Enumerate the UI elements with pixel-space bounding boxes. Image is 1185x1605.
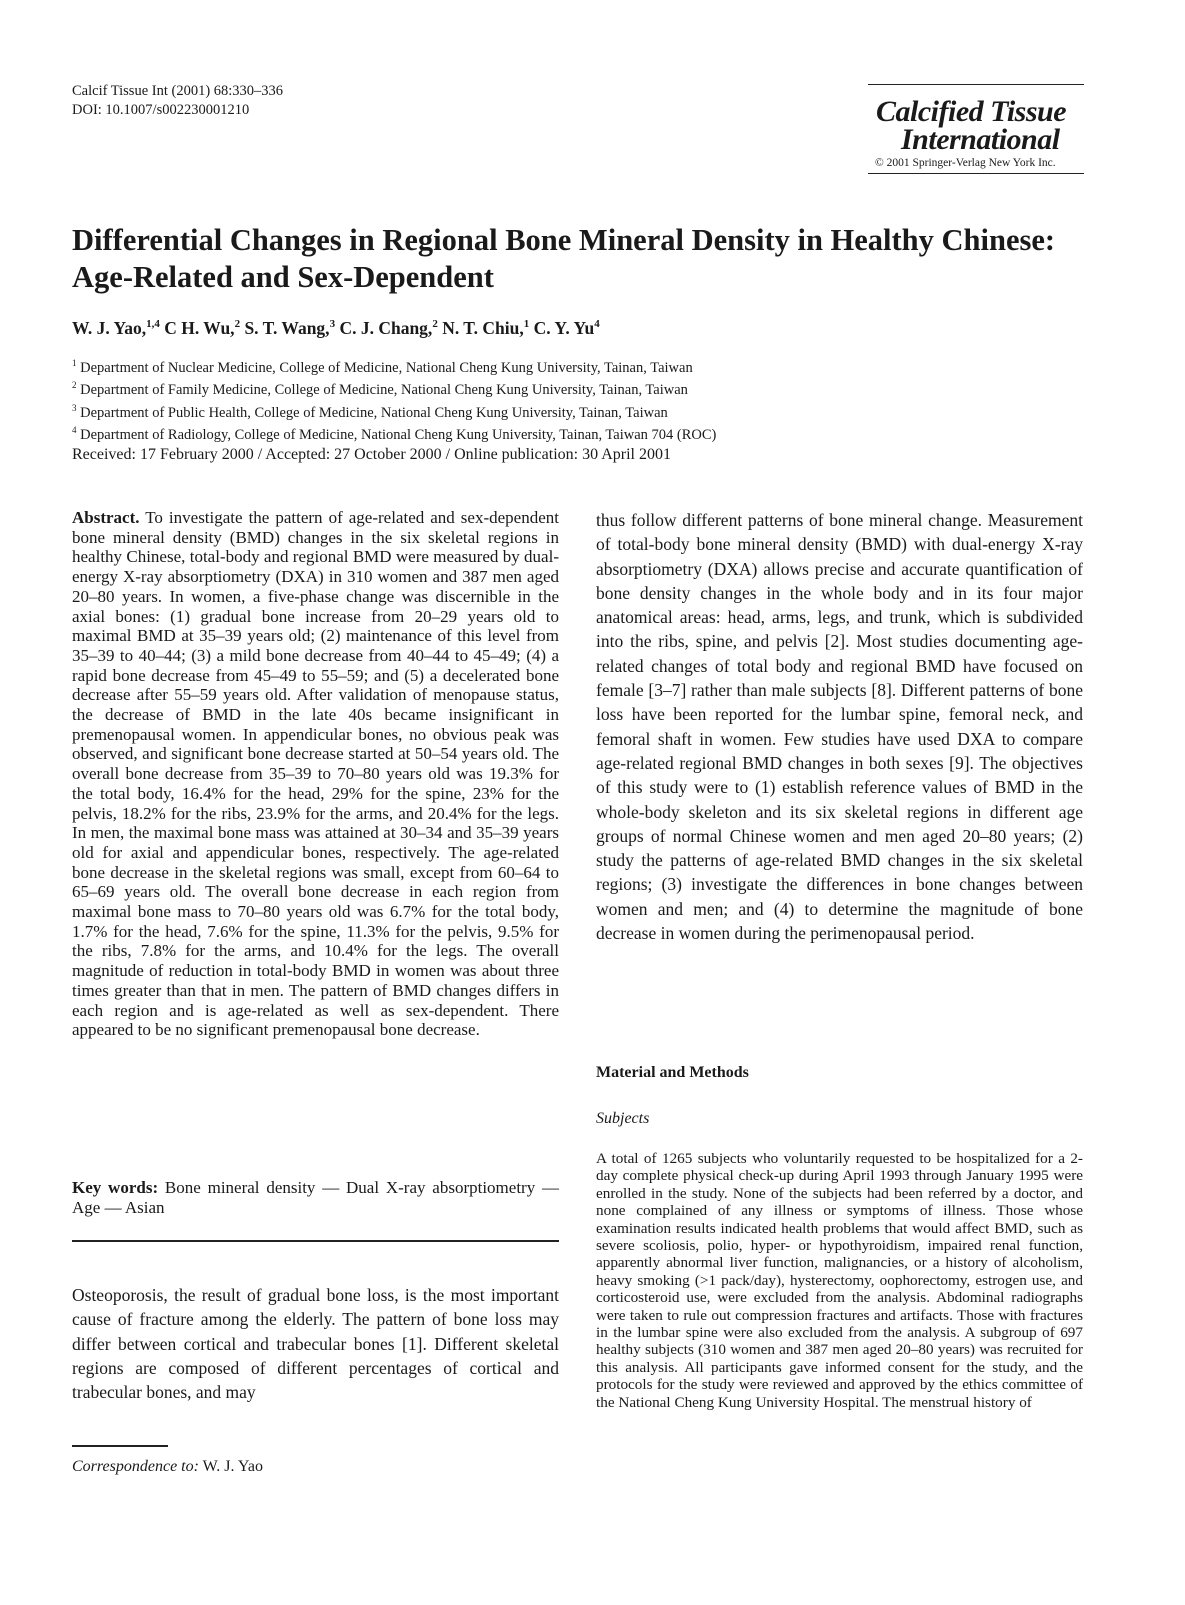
journal-title-line2: International	[901, 123, 1060, 156]
abstract-label: Abstract.	[72, 508, 140, 527]
author: C. J. Chang,$^2$	[339, 318, 438, 338]
author: S. T. Wang,$^3$	[244, 318, 336, 338]
citation-block	[72, 82, 283, 120]
affiliation: $^4$ Department of Radiology, College of Medicine, National Cheng Kung University, Tainan, Taiwan 704 (ROC)	[72, 424, 717, 443]
author: N. T. Chiu,$^1$	[442, 318, 530, 338]
journal-title-line1: Calcified Tissue	[876, 95, 1067, 128]
citation: Calcif Tissue Int (2001) 68:330–336	[72, 83, 284, 99]
affiliation: $^1$ Department of Nuclear Medicine, College of Medicine, National Cheng Kung University, Tainan, Taiwan	[72, 358, 693, 376]
intro-paragraph-right: thus follow different patterns of bone mineral change. Measurement of total-body bone mineral density (BMD) with dual-energy X-ray absorptiometry (DXA) allows precise and accurate quantification of bone density changes in the whole body and in its four major anatomical areas: head, arms, legs, and trunk, which is subdivided into the ribs, spine, and pelvis [2]. Most studies documenting age-related changes of total body and regional BMD have focused on female [3–7] rather than male subjects [8]. Different patterns of bone loss have been reported for the lumbar spine, femoral neck, and femoral shaft in women. Few studies have used DXA to compare age-related regional BMD changes in both sexes [9]. The objectives of this study were to (1) establish reference values of BMD in the whole-body skeleton and its six skeletal regions in different age groups of normal Chinese women and men aged 20–80 years; (2) study the patterns of age-related BMD changes in the six skeletal regions; (3) investigate the differences in bone changes between women and men; and (4) to determine the magnitude of bone decrease in women during the perimenopausal period.	[596, 510, 1083, 944]
received-dates: Received: 17 February 2000 / Accepted: 27 October 2000 / Online publication: 30 April 2001	[72, 446, 671, 463]
section-heading: Material and Methods	[596, 1064, 749, 1081]
correspondence: Correspondence to: W. J. Yao	[72, 1458, 263, 1475]
author: W. J. Yao,$^{1,4}$	[72, 318, 160, 338]
affiliation: $^2$ Department of Family Medicine, College of Medicine, National Cheng Kung University, Tainan, Taiwan	[72, 380, 688, 399]
affiliation-list	[72, 355, 716, 444]
subjects-paragraph: A total of 1265 subjects who voluntarily requested to be hospitalized for a 2-day complete physical check-up during April 1993 through January 1995 were enrolled in the study. None of the subjects had been referred by a doctor, and none complained of any illness or symptoms of illness. Those whose examination results indicated health problems that would affect BMD, such as severe scoliosis, polio, hyper- or hypothyroidism, impaired renal function, apparently abnormal liver function, malignancies, or a history of alcoholism, heavy smoking (>1 pack/day), hysterectomy, oophorectomy, estrogen use, and corticosteroid use, were excluded from the analysis. Abdominal radiographs were taken to rule out compression fractures and artifacts. Those with fractures in the lumbar spine were also excluded from the analysis. A subgroup of 697 healthy subjects (310 women and 387 men aged 20–80 years) was recruited for this analysis. All participants gave informed consent for the study, and the protocols for the study were reviewed and approved by the ethics committee of the National Cheng Kung University Hospital. The menstrual history of	[596, 1150, 1083, 1411]
footnote-divider	[72, 1445, 168, 1447]
doi: DOI: 10.1007/s002230001210	[72, 102, 250, 118]
affiliation: $^3$ Department of Public Health, College of Medicine, National Cheng Kung University, Tainan, Taiwan	[72, 402, 668, 421]
paper-title: Differential Changes in Regional Bone Mineral Density in Healthy Chinese: Age-Related and Sex-Dependent	[72, 223, 1056, 294]
abstract	[72, 508, 559, 1040]
section-divider	[72, 1240, 559, 1242]
author-list	[72, 318, 600, 339]
keywords-label: Key words:	[72, 1178, 159, 1197]
abstract-text: To investigate the pattern of age-related and sex-dependent bone mineral density (BMD) changes in the six skeletal regions in healthy Chinese, total-body and regional BMD were measured by dual-energy X-ray absorptiometry (DXA) in 310 women and 387 men aged 20–80 years. In women, a five-phase change was discernible in the axial bones: (1) gradual bone increase from 20–29 years old to maximal BMD at 35–39 years old; (2) maintenance of this level from 35–39 to 40–44; (3) a mild bone decrease from 40–44 to 45–49; (4) a rapid bone decrease from 45–49 to 55–59; and (5) a decelerated bone decrease after 55–59 years old. After validation of menopause status, the decrease of BMD in the late 40s became insignificant in premenopausal women. In appendicular bones, no obvious peak was observed, and significant bone decrease started at 50–54 years old. The overall bone decrease from 35–39 to 70–80 years old was 19.3% for the total body, 16.4% for the head, 29% for the spine, 23% for the pelvis, 18.2% for the ribs, 23.9% for the arms, and 20.4% for the legs. In men, the maximal bone mass was attained at 30–34 and 35–39 years old for axial and appendicular bones, respectively. The age-related bone decrease in the skeletal regions was small, except from 60–64 to 65–69 years old. The overall bone decrease in each region from maximal bone mass to 70–80 years old was 6.7% for the total body, 1.7% for the head, 7.6% for the spine, 11.3% for the pelvis, 9.5% for the ribs, 7.8% for the arms, and 10.4% for the legs. The overall magnitude of reduction in total-body BMD in women was about three times greater than that in men. The pattern of BMD changes differs in each region and is age-related as well as sex-dependent. There appeared to be no significant premenopausal bone decrease.	[72, 508, 559, 1040]
intro-paragraph-left: Osteoporosis, the result of gradual bone loss, is the most important cause of fracture among the elderly. The pattern of bone loss may differ between cortical and trabecular bones [1]. Different skeletal regions are composed of different percentages of cortical and trabecular bones, and may	[72, 1285, 559, 1403]
keywords-text: Bone mineral density — Dual X-ray absorptiometry — Age — Asian	[72, 1178, 560, 1217]
author: C H. Wu,$^2$	[164, 318, 241, 338]
copyright: © 2001 Springer-Verlag New York Inc.	[875, 157, 1056, 169]
journal-logo	[868, 84, 1084, 174]
author: C. Y. Yu$^4$	[533, 318, 600, 338]
subsection-heading: Subjects	[596, 1110, 650, 1127]
keywords	[72, 1178, 559, 1217]
